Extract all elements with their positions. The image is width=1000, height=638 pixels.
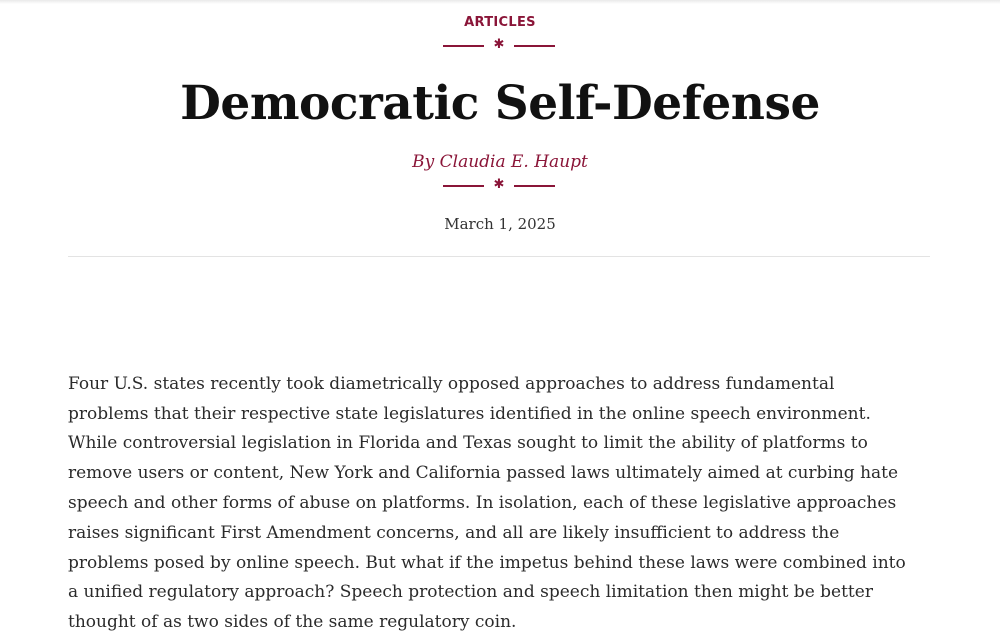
abstract-line: raises significant First Amendment concerns, and all are likely insufficient to address the [68, 522, 840, 543]
article-byline [0, 151, 1000, 173]
abstract-line: Four U.S. states recently took diametrically opposed approaches to address fundamental [68, 373, 835, 394]
article-abstract [68, 340, 948, 638]
category-link[interactable]: ARTICLES [464, 15, 536, 30]
divider-line-right [514, 45, 555, 47]
abstract-line: While controversial legislation in Florida and Texas sought to limit the ability of platforms to [68, 433, 868, 454]
asterisk-icon: ✱ [493, 177, 505, 192]
abstract-line: a unified regulatory approach? Speech protection and speech limitation then might be better [68, 582, 873, 603]
ornamental-divider-top [443, 37, 555, 52]
section-divider [68, 256, 930, 257]
ornamental-divider-bottom [443, 177, 555, 192]
article-title: Democratic Self-Defense [180, 76, 820, 131]
abstract-line: speech and other forms of abuse on platforms. In isolation, each of these legislative approaches [68, 492, 897, 513]
divider-line-right [514, 185, 555, 187]
asterisk-icon: ✱ [493, 37, 505, 52]
divider-line-left [443, 185, 484, 187]
abstract-line: problems that their respective state legislatures identified in the online speech environment. [68, 403, 871, 424]
abstract-line: thought of as two sides of the same regulatory coin. [68, 612, 517, 633]
abstract-line: problems posed by online speech. But what if the impetus behind these laws were combined into [68, 552, 906, 573]
author-link[interactable]: By Claudia E. Haupt [412, 152, 588, 172]
publish-date: March 1, 2025 [444, 215, 556, 233]
abstract-line: remove users or content, New York and California passed laws ultimately aimed at curbing hate [68, 463, 899, 484]
divider-line-left [443, 45, 484, 47]
header-shadow [0, 0, 1000, 4]
